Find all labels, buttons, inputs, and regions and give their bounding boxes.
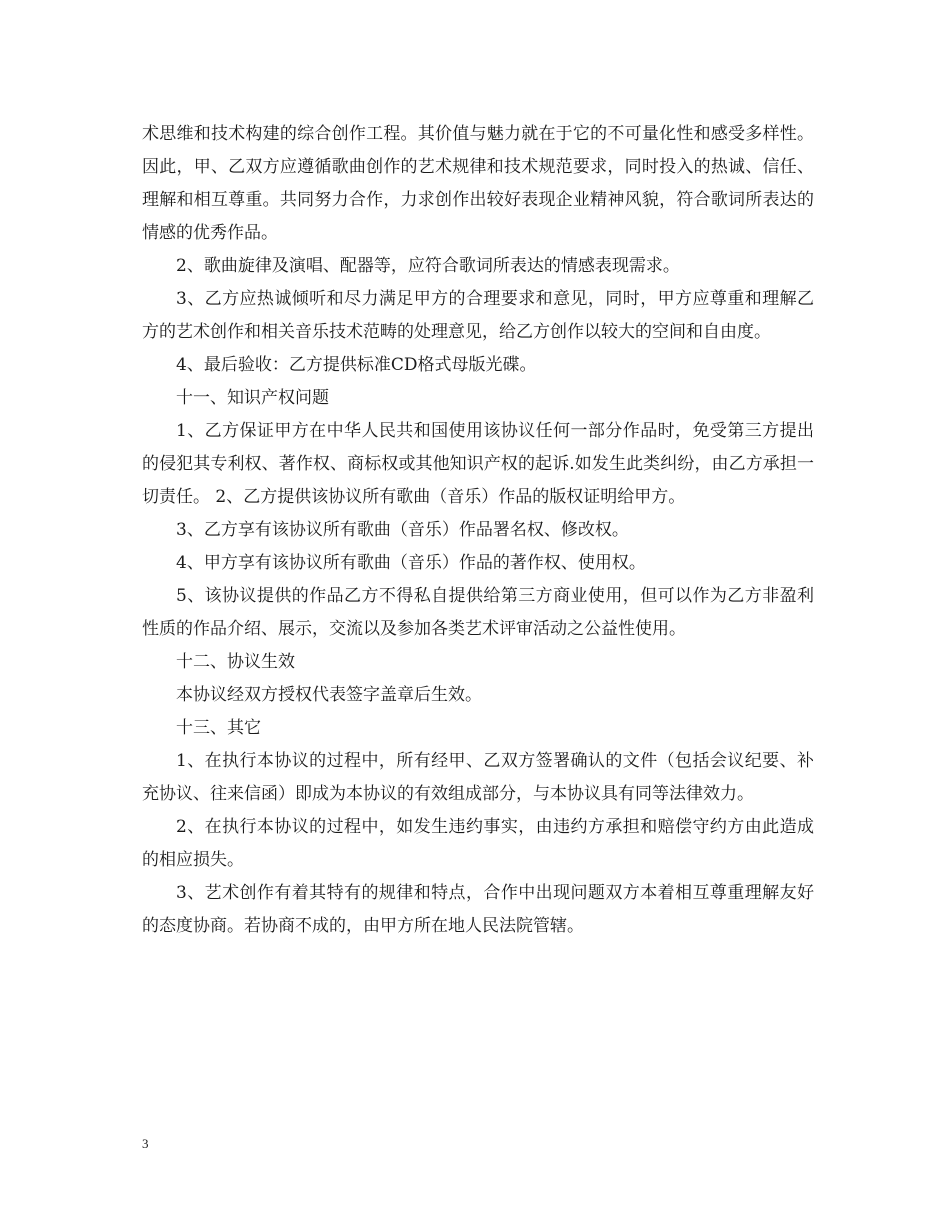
paragraph-non-commercial-use: 5、该协议提供的作品乙方不得私自提供给第三方商业使用，但可以作为乙方非盈利性质的作品介绍、展示，交流以及参加各类艺术评审活动之公益性使用。	[142, 586, 814, 639]
paragraph-final-acceptance: 4、最后验收：乙方提供标准CD格式母版光碟。	[176, 355, 537, 375]
paragraph-melody-requirement: 2、歌曲旋律及演唱、配器等，应符合歌词所表达的情感表现需求。	[176, 256, 680, 276]
section-heading-ip: 十一、知识产权问题	[176, 388, 329, 408]
document-body	[142, 118, 814, 943]
paragraph-supplementary-documents: 1、在执行本协议的过程中，所有经甲、乙双方签署确认的文件（包括会议纪要、补充协议、往来信函）即成为本协议的有效组成部分，与本协议具有同等法律效力。	[142, 751, 814, 804]
paragraph-breach-liability: 2、在执行本协议的过程中，如发生违约事实，由违约方承担和赔偿守约方由此造成的相应损失。	[142, 817, 814, 870]
paragraph-continuation: 术思维和技术构建的综合创作工程。其价值与魅力就在于它的不可量化性和感受多样性。因此，甲、乙双方应遵循歌曲创作的艺术规律和技术规范要求，同时投入的热诚、信任、理解和相互尊重。共同努力合作，力求创作出较好表现企业精神风貌，符合歌词所表达的情感的优秀作品。	[142, 124, 814, 243]
section-heading-other: 十三、其它	[176, 718, 261, 738]
paragraph-mutual-respect: 3、乙方应热诚倾听和尽力满足甲方的合理要求和意见，同时，甲方应尊重和理解乙方的艺术创作和相关音乐技术范畴的处理意见，给乙方创作以较大的空间和自由度。	[142, 289, 814, 342]
paragraph-ip-guarantee: 1、乙方保证甲方在中华人民共和国使用该协议任何一部分作品时，免受第三方提出的侵犯其专利权、著作权、商标权或其他知识产权的起诉.如发生此类纠纷，由乙方承担一切责任。 2、乙方提供该协议所有歌曲（音乐）作品的版权证明给甲方。	[142, 421, 814, 507]
paragraph-authorship-rights: 3、乙方享有该协议所有歌曲（音乐）作品署名权、修改权。	[176, 520, 629, 540]
page-number: 3	[142, 1136, 149, 1151]
paragraph-effectiveness: 本协议经双方授权代表签字盖章后生效。	[176, 685, 482, 705]
paragraph-copyright-usage: 4、甲方享有该协议所有歌曲（音乐）作品的著作权、使用权。	[176, 553, 646, 573]
section-heading-effectiveness: 十二、协议生效	[176, 652, 295, 672]
paragraph-dispute-resolution: 3、艺术创作有着其特有的规律和特点，合作中出现问题双方本着相互尊重理解友好的态度协商。若协商不成的，由甲方所在地人民法院管辖。	[142, 883, 814, 936]
